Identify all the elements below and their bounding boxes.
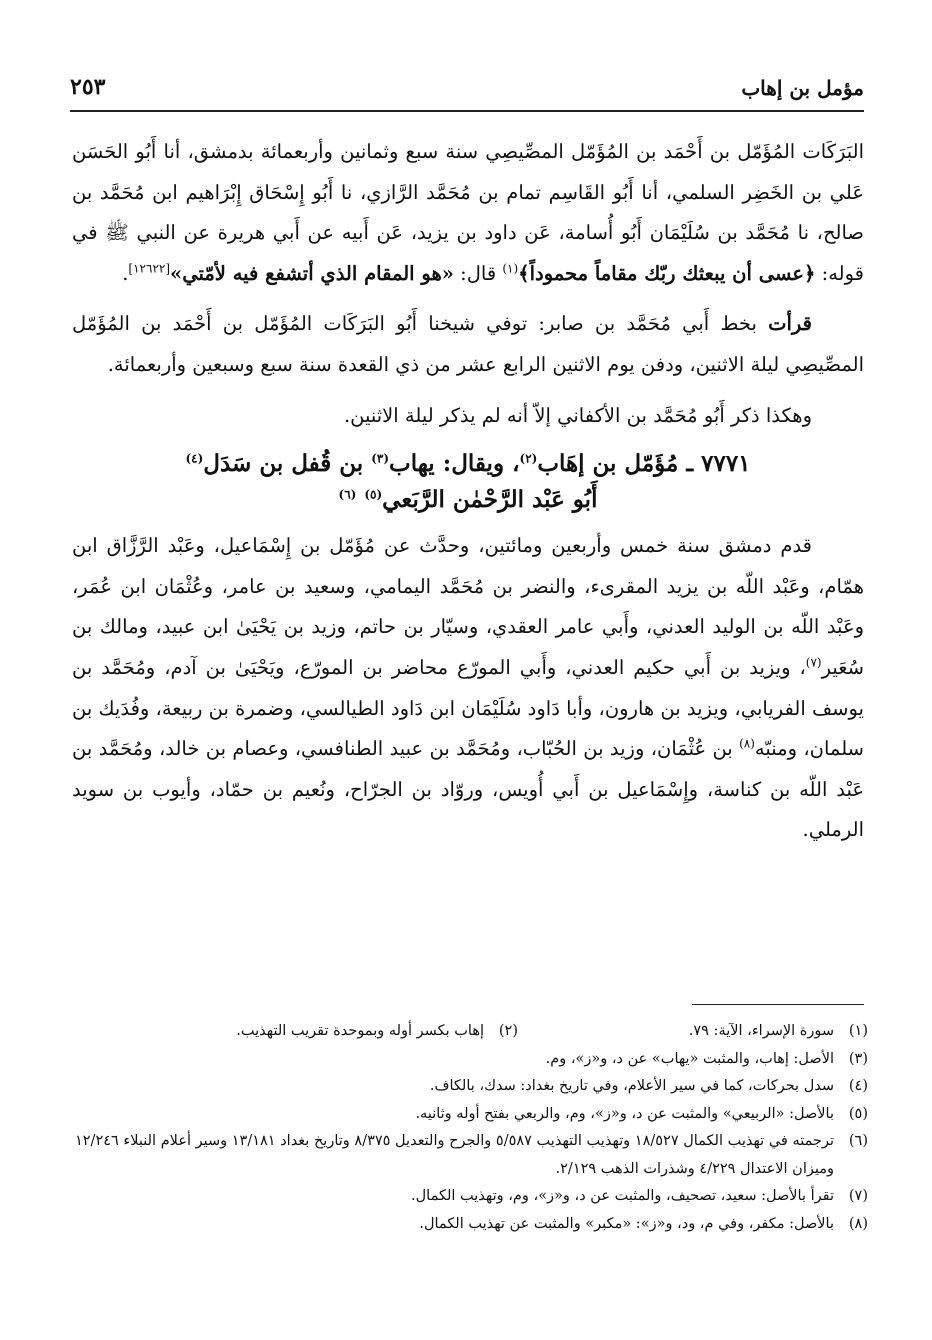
main-text bbox=[72, 132, 864, 861]
death-note-text: بخط أَبي مُحَمَّد بن صابر: توفي شيخنا أَبُو البَرَكَات المُؤَمّل بن أَحْمَد بن المُؤَمّل المصِّيصِي ليلة الاثنين، ودفن يوم الاثنين الرابع عشر من ذي القعدة سنة سبع وسبعين وأربعمائة. bbox=[72, 312, 864, 376]
footnote-2 bbox=[236, 1018, 518, 1046]
paragraph-isnad bbox=[72, 132, 864, 294]
entry-kunya: أَبُو عَبْد الرَّحْمٰن الرَّبَعي bbox=[382, 486, 598, 514]
entry-alt-name: ، ويقال: يهاب bbox=[389, 450, 520, 478]
footnote-ref-1[interactable]: (١) bbox=[502, 261, 519, 276]
biography-entry-heading bbox=[72, 446, 864, 518]
footnotes bbox=[68, 1018, 868, 1238]
footnote-number: (٥) bbox=[848, 1105, 868, 1122]
footnote-text: سدل بحركات، كما في سير الأعلام، وفي تاريخ بغداد: سدك، بالكاف. bbox=[429, 1078, 834, 1094]
hadith-reference-number: [١٢٦٢٢] bbox=[128, 261, 171, 276]
footnote-number: (٦) bbox=[848, 1133, 868, 1149]
isnad-text: البَرَكَات المُؤَمّل بن أَحْمَد بن المُؤَمّل المصِّيصِي سنة سبع وثمانين وأربعمائة بدمشق، أنا أَبُو الحَسَن عَلي بن الخَضِر السلمي، أنا أَبُو القَاسِم تمام بن مُحَمَّد الرَّازي، نا أَبُو إِسْحَاق إِبْرَاهيم ابن مُحَمَّد بن صالح، نا مُحَمَّد بن سُلَيْمَان أَبُو أُسامة، عَن داود بن يزيد، عَن أَبيه عن أَبي هريرة عن النبي ﷺ في قوله: bbox=[72, 140, 864, 285]
footnote-6 bbox=[68, 1128, 868, 1183]
paragraph-biography bbox=[72, 526, 864, 851]
footnote-ref-8[interactable]: (٨) bbox=[739, 736, 755, 751]
footnote-text: ترجمته في تهذيب الكمال ١٨/٥٢٧ وتهذيب التهذيب ٥/٥٨٧ والجرح والتعديل ٨/٣٧٥ وتاريخ بغداد ١٣/١٨١ وسير أعلام النبلاء ١٢/٢٤٦ وميزان الاعتدال ٤/٢٢٩ وشذرات الذهب ٢/١٢٩. bbox=[74, 1133, 834, 1177]
page-number: ٢٥٣ bbox=[70, 74, 106, 100]
hadith-text: «هو المقام الذي أتشفع فيه لأمّتي» bbox=[170, 261, 454, 285]
footnote-number: (٨) bbox=[848, 1215, 868, 1232]
header-title: مؤمل بن إهاب bbox=[741, 76, 864, 100]
biography-text-b: ، ويزيد بن أَبي حكيم العدني، وأَبي المورّع محاضر بن المورّع، ويَحْيَىٰ بن آدم، ومُحَمَّد بن يوسف الفريابي، ويزيد بن هارون، وأبا دَاود سُلَيْمَان ابن دَاود الطيالسي، وضمرة بن ربيعة، وفُدَيك بن سلمان، ومنبّه bbox=[72, 655, 864, 761]
footnote-text: إهاب بكسر أوله وبموحدة تقريب التهذيب. bbox=[236, 1023, 484, 1039]
footnote-number: (٤) bbox=[848, 1078, 868, 1094]
period: . bbox=[122, 261, 129, 285]
footnote-text: بالأصل: مكفر، وفي م، ود، و«ز»: «مكبر» والمثبت عن تهذيب الكمال. bbox=[419, 1215, 834, 1232]
footnote-number: (٧) bbox=[848, 1188, 868, 1204]
footnote-number: (٢) bbox=[498, 1023, 518, 1039]
footnote-number: (١) bbox=[848, 1023, 868, 1039]
footnote-text: بالأصل: «الربيعي» والمثبت عن د، و«ز»، وم، والربعي بفتح أوله وثانيه. bbox=[415, 1105, 834, 1122]
footnote-1 bbox=[518, 1018, 868, 1046]
footnote-3 bbox=[68, 1046, 868, 1074]
footnote-4 bbox=[68, 1073, 868, 1101]
paragraph-death-note bbox=[72, 304, 864, 385]
entry-heading-line-1 bbox=[72, 446, 864, 482]
biography-text-a: قدم دمشق سنة خمس وأربعين ومائتين، وحدَّث عن مُؤَمّل بن إِسْمَاعيل، وعَبْد الرَّزَّاق ابن همّام، وعَبْد اللّه بن يزيد المقرىء، والنضر بن مُحَمَّد اليمامي، وسعيد بن عامر، وعُثْمَان ابن عُمَر، وعَبْد اللّه بن الوليد العدني، وأَبي عامر العقدي، وسيّار بن حاتم، وزيد بن يَحْيَىٰ ابن عبيد، ومالك بن سُعَير bbox=[72, 534, 864, 679]
footnote-ref-6[interactable]: (٦) bbox=[338, 487, 357, 502]
footnote-8 bbox=[68, 1211, 868, 1239]
entry-lineage: بن قُفل بن سَدَل bbox=[203, 450, 372, 478]
footnote-ref-7[interactable]: (٧) bbox=[805, 655, 822, 670]
footnote-row bbox=[68, 1018, 868, 1046]
footnote-7 bbox=[68, 1183, 868, 1211]
running-header bbox=[70, 70, 864, 104]
footnote-ref-4[interactable]: (٤) bbox=[185, 451, 204, 466]
header-rule bbox=[70, 110, 864, 112]
paragraph-akfani-note bbox=[72, 396, 864, 437]
entry-heading-line-2 bbox=[72, 482, 864, 518]
quran-verse: ﴿عسى أن يبعثك ربّك مقاماً محموداً﴾ bbox=[518, 261, 816, 285]
footnote-5 bbox=[68, 1101, 868, 1129]
entry-number-name: ٧٧٧١ ـ مُؤَمّل بن إهَاب bbox=[537, 450, 751, 478]
biography-text-c: بن عُثْمَان، وزيد بن الحُبّاب، ومُحَمَّد بن عبيد الطنافسي، وعصام بن خالد، ومُحَمَّد بن عَبْد اللّه بن كناسة، وإِسْمَاعيل بن أَبي أُويس، وروّاد بن الجرّاح، ونُعيم بن حمّاد، وأيوب بن سويد الرملي. bbox=[72, 737, 864, 842]
footnote-ref-2[interactable]: (٢) bbox=[519, 451, 538, 466]
footnote-ref-5[interactable]: (٥) bbox=[364, 487, 383, 502]
footnote-text: الأصل: إهاب، والمثبت «يهاب» عن د، و«ز»، وم. bbox=[545, 1050, 834, 1067]
footnote-number: (٣) bbox=[848, 1050, 868, 1067]
akfani-note-text: وهكذا ذكر أَبُو مُحَمَّد بن الأكفاني إلاّ أنه لم يذكر ليلة الاثنين. bbox=[343, 403, 812, 427]
footnote-ref-3[interactable]: (٣) bbox=[371, 451, 390, 466]
footnote-text: سورة الإسراء، الآية: ٧٩. bbox=[688, 1023, 834, 1039]
qara-tu-lead: قرأت bbox=[768, 312, 812, 336]
footnote-text: تقرأ بالأصل: سعيد، تصحيف، والمثبت عن د، و«ز»، وم، وتهذيب الكمال. bbox=[411, 1188, 834, 1204]
footnote-divider bbox=[692, 1004, 864, 1005]
qala-text: قال: bbox=[453, 261, 503, 285]
